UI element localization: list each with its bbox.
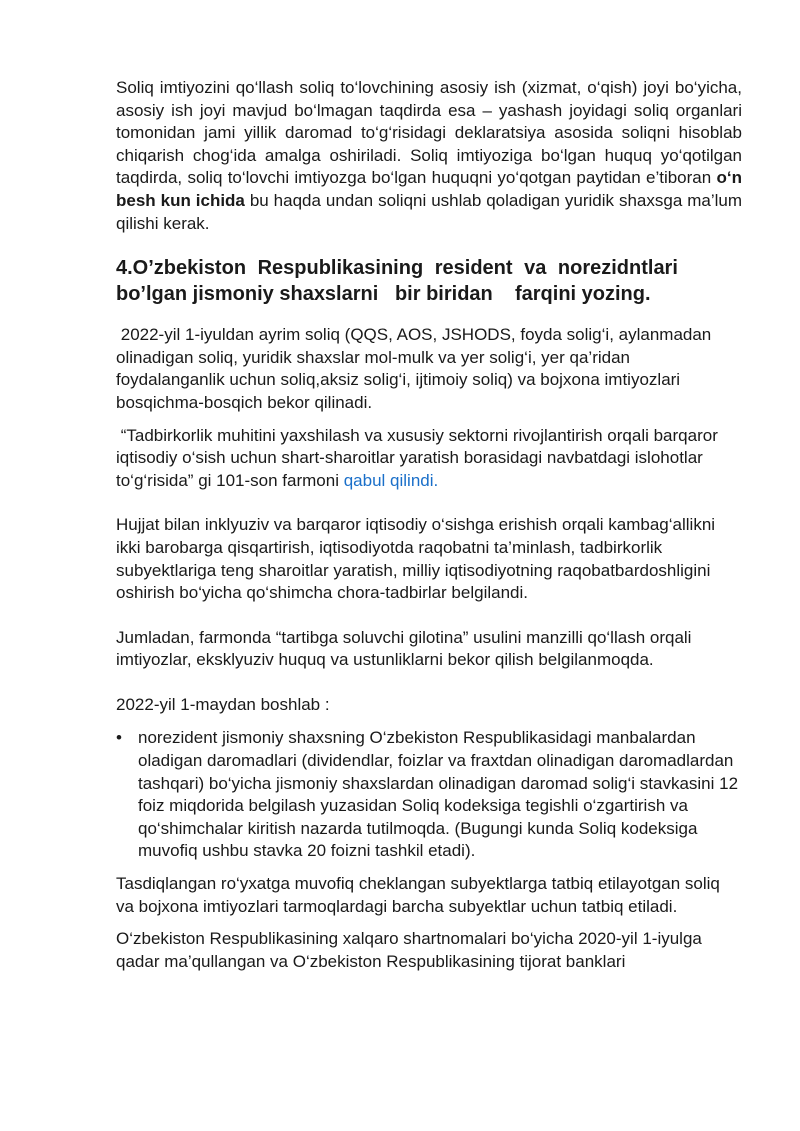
intro-text-end: bu haqda undan soliqni ushlab qoladigan yuridik shaxsga ma’lum qilishi kerak. <box>116 190 742 233</box>
intro-paragraph <box>116 77 742 235</box>
bullet-icon: • <box>116 728 122 748</box>
paragraph-international-agreements: O‘zbekiston Respublikasining xalqaro shartnomalari bo‘yicha 2020-yil 1-iyulga qadar ma’qullangan va O‘zbekiston Respublikasining tijorat banklari <box>116 929 702 971</box>
decree-link[interactable]: qabul qilindi. <box>343 470 439 490</box>
section-heading-line2: bo’lgan jismoniy shaxslarni bir biridan farqini yozing. <box>116 283 651 306</box>
section-heading-line1: 4.O’zbekiston Respublikasining resident va norezidntlari <box>116 257 678 280</box>
paragraph-measures: Hujjat bilan inklyuziv va barqaror iqtisodiy o‘sishga erishish orqali kambag‘allikni ikki barobarga qisqartirish, iqtisodiyotda raqobatni ta’minlash, tadbirkorlik subyektlariga teng sharoitlar yaratish, milliy iqtisodiyotning raqobatbardoshligini oshirish bo‘yicha qo‘shimcha chora-tadbirlar belgilandi. <box>116 515 716 603</box>
section-heading <box>116 255 742 307</box>
intro-bold-deadline: o‘n besh kun ichida <box>116 168 742 210</box>
intro-text: Soliq imtiyozini qo‘llash soliq to‘lovchining asosiy ish (xizmat, o‘qish) joyi bo‘yicha, asosiy ish joyi mavjud bo‘lmagan taqdirda esa – yashash joyidagi soliq organlari tomonidan jami yillik daromad to‘g‘risidagi deklaratsiya asosida soliqni hisoblab chiqarish chog‘ida amalga oshiriladi. Soliq imtiyoziga bo‘lgan huquq yo‘qotilgan taqdirda, soliq to‘lovchi imtiyozga bo‘lgan huquqni yo‘qotgan paytidan e’tiboran <box>116 78 742 188</box>
document-page <box>116 77 742 973</box>
paragraph-may-date: 2022-yil 1-maydan boshlab : <box>116 694 330 714</box>
paragraph-tax-exemptions: 2022-yil 1-iyuldan ayrim soliq (QQS, AOS, JSHODS, foyda solig‘i, aylanmadan olinadigan soliq, yuridik shaxslar mol-mulk va yer solig‘i, yer qa’ridan foydalanganlik uchun soliq,aksiz solig‘i, ijtimoiy soliq) va bojxona imtiyozlari bosqichma-bosqich bekor qilinadi. <box>116 325 716 412</box>
bullet-text: norezident jismoniy shaxsning O‘zbekiston Respublikasidagi manbalardan oladigan daromadlari (dividendlar, foizlar va fraxtdan olinadigan daromadlardan tashqari) bo‘yicha jismoniy shaxslardan olinadigan daromad solig‘i stavkasini 12 foiz miqdorida belgilash yuzasidan Soliq kodeksiga tegishli o‘zgartirish va qo‘shimchalar kiritish nazarda tutilmoqda. (Bugungi kunda Soliq kodeksiga muvofiq ushbu stavka 20 foizni tashkil etadi). <box>138 728 739 861</box>
list-item <box>116 727 742 863</box>
paragraph-decree-text: “Tadbirkorlik muhitini yaxshilash va xususiy sektorni rivojlantirish orqali barqaror iqtisodiy o‘sish uchun shart-sharoitlar yaratish borasidagi navbatdagi islohotlar to‘g‘risida” gi 101-son farmoni <box>116 425 723 490</box>
paragraph-guillotine: Jumladan, farmonda “tartibga soluvchi gilotina” usulini manzilli qo‘llash orqali imtiyozlar, eksklyuziv huquq va ustunliklarni bekor qilish belgilanmoqda. <box>116 627 692 670</box>
paragraph-decree <box>116 425 742 493</box>
paragraph-approved-list: Tasdiqlangan ro‘yxatga muvofiq cheklangan subyektlarga tatbiq etilayotgan soliq va bojxona imtiyozlari tarmoqlardagi barcha subyektlar uchun tatbiq etiladi. <box>116 874 720 916</box>
